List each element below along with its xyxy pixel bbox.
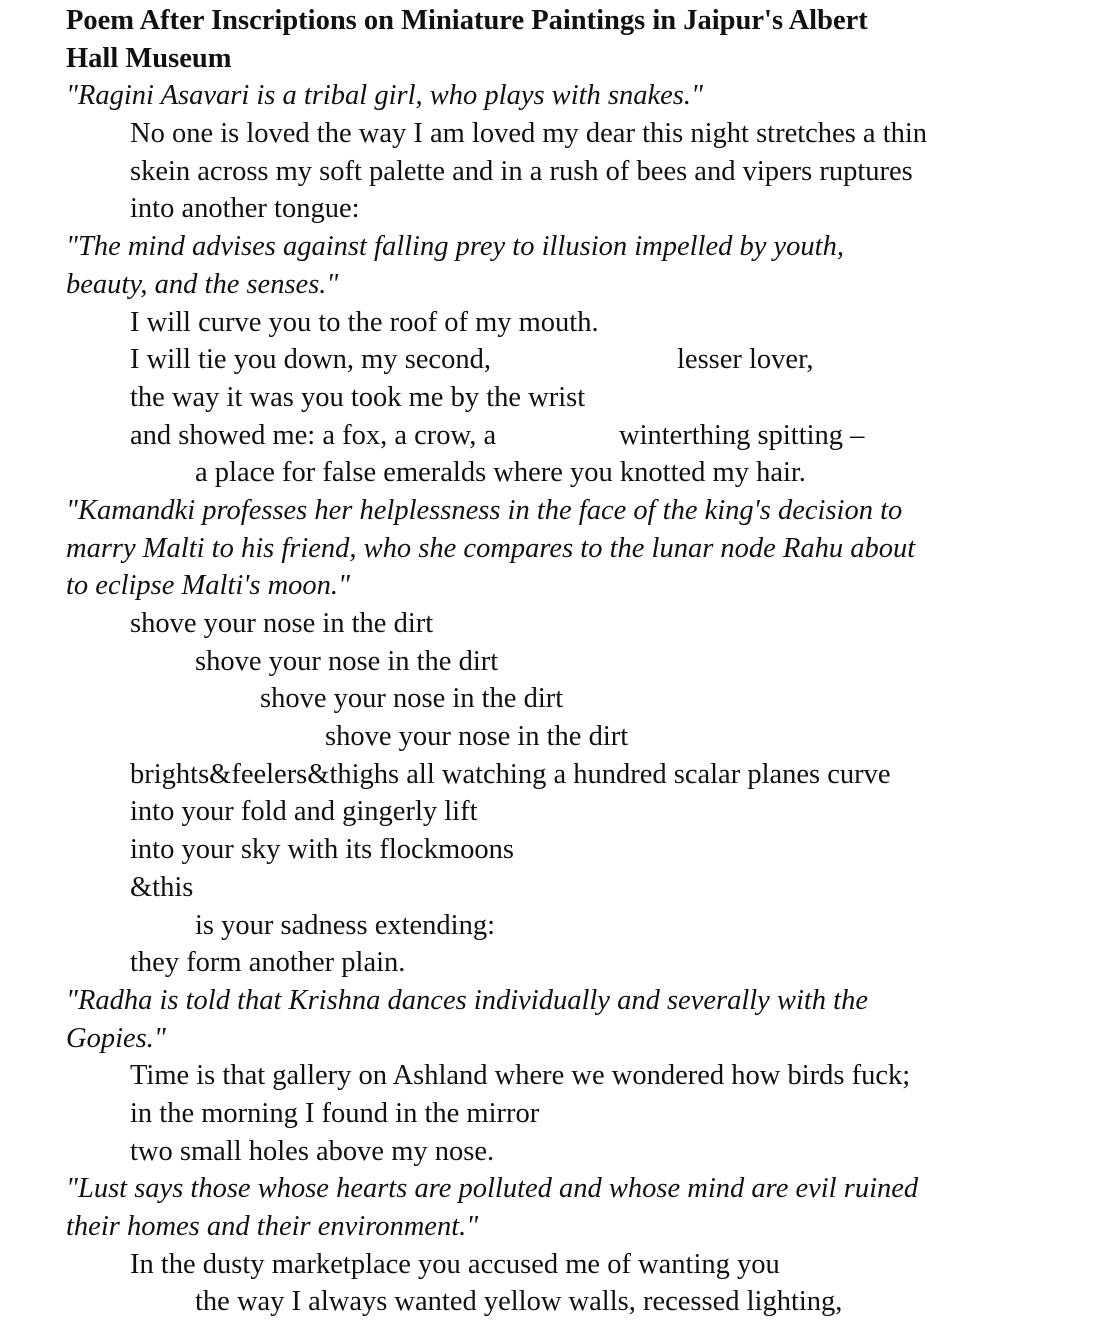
- verse-line-split: [0, 417, 1100, 455]
- inscription-3-line-2: marry Malti to his friend, who she compares to the lunar node Rahu about: [66, 532, 916, 564]
- inscription-1-line-1: "Ragini Asavari is a tribal girl, who plays with snakes.": [66, 80, 703, 112]
- inscription-5-line-1: "Lust says those whose hearts are polluted and whose mind are evil ruined: [66, 1173, 919, 1205]
- inscription-5-line-2: their homes and their environment.": [66, 1211, 479, 1242]
- verse-line: the way I always wanted yellow walls, recessed lighting,: [195, 1286, 843, 1318]
- verse-line: No one is loved the way I am loved my dear this night stretches a thin: [130, 118, 928, 150]
- verse-line: shove your nose in the dirt: [130, 608, 434, 639]
- verse-line: the way it was you took me by the wrist: [130, 381, 586, 413]
- verse-line: they form another plain.: [130, 947, 406, 979]
- verse-segment-offset: winterthing spitting –: [619, 419, 865, 451]
- verse-line: shove your nose in the dirt: [260, 683, 564, 715]
- verse-line: into your fold and gingerly lift: [130, 796, 478, 828]
- inscription-2-line-1: "The mind advises against falling prey to illusion impelled by youth,: [66, 231, 844, 263]
- verse-segment: and showed me: a fox, a crow, a: [130, 419, 497, 451]
- verse-line: In the dusty marketplace you accused me of wanting you: [130, 1248, 780, 1280]
- verse-line: into another tongue:: [130, 193, 360, 225]
- verse-line: a place for false emeralds where you knotted my hair.: [195, 457, 806, 489]
- verse-segment-offset: lesser lover,: [677, 344, 814, 376]
- inscription-4-line-2: Gopies.": [66, 1022, 166, 1054]
- poem-title-line-1: Poem After Inscriptions on Miniature Paintings in Jaipur's Albert: [66, 5, 868, 36]
- verse-line: shove your nose in the dirt: [195, 645, 499, 677]
- inscription-3-line-1: "Kamandki professes her helplessness in the face of the king's decision to: [66, 494, 903, 526]
- verse-segment: I will tie you down, my second,: [130, 344, 491, 376]
- verse-line: shove your nose in the dirt: [325, 721, 629, 753]
- verse-line-split: [0, 341, 1100, 379]
- verse-line: into your sky with its flockmoons: [130, 834, 514, 866]
- verse-line: in the morning I found in the mirror: [130, 1097, 540, 1129]
- inscription-3-line-3: to eclipse Malti's moon.": [66, 570, 351, 602]
- verse-line: I will curve you to the roof of my mouth.: [130, 306, 599, 338]
- inscription-4-line-1: "Radha is told that Krishna dances individually and severally with the: [66, 984, 868, 1016]
- poem-title-line-2: Hall Museum: [66, 42, 232, 74]
- verse-line: skein across my soft palette and in a rush of bees and vipers ruptures: [130, 155, 913, 187]
- verse-line: brights&feelers&thighs all watching a hundred scalar planes curve: [130, 758, 891, 790]
- inscription-2-line-2: beauty, and the senses.": [66, 268, 339, 300]
- verse-line: two small holes above my nose.: [130, 1135, 495, 1167]
- verse-line: &this: [130, 871, 194, 903]
- verse-line: Time is that gallery on Ashland where we wondered how birds fuck;: [130, 1060, 911, 1092]
- poem-document: [0, 2, 1100, 1321]
- verse-line: is your sadness extending:: [195, 909, 496, 941]
